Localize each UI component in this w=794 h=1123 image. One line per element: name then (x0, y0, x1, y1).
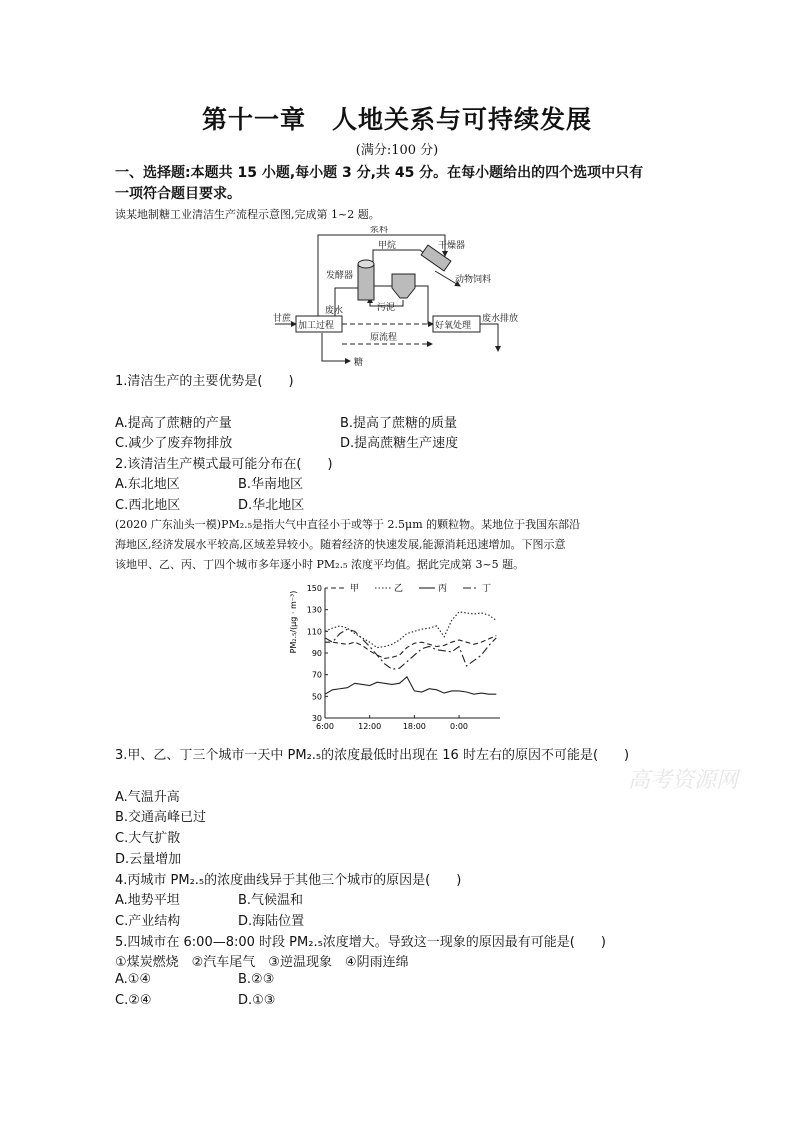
chapter-title: 第十一章 人地关系与可持续发展 (201, 105, 592, 134)
q1-stem: 1.清洁生产的主要优势是( ) (115, 374, 294, 389)
legend-label: 丙 (438, 584, 448, 594)
q4-stem: 4.丙城市 PM₂.₅的浓度曲线异于其他三个城市的原因是( ) (115, 873, 462, 888)
series-line-丙 (325, 677, 496, 694)
full-score: (满分:100 分) (355, 143, 439, 158)
label-sludge: 污泥 (377, 303, 396, 313)
group2-intro-line3: 该地甲、乙、丙、丁四个城市多年逐小时 PM₂.₅ 浓度平均值。据此完成第 3~5 题。 (115, 558, 525, 571)
q5-option-c[interactable]: C.②④ (115, 993, 152, 1008)
y-axis-label: PM₂.₅/(μg · m⁻³) (289, 590, 298, 654)
section-heading-line1: 一、选择题:本题共 15 小题,每小题 3 分,共 45 分。在每小题给出的四个选项中只有 (115, 165, 644, 181)
q5-option-b[interactable]: B.②③ (238, 972, 275, 987)
q1-option-c[interactable]: C.减少了废弃物排放 (115, 436, 233, 451)
label-feed: 动物饲料 (455, 275, 492, 285)
legend-label: 乙 (394, 584, 404, 594)
q4-option-b[interactable]: B.气候温和 (238, 893, 304, 908)
x-tick-label: 18:00 (402, 722, 426, 731)
label-discharge: 废水排放 (482, 314, 519, 324)
q2-option-d[interactable]: D.华北地区 (238, 498, 305, 513)
label-methane: 甲烷 (378, 241, 397, 251)
legend-label: 甲 (350, 584, 360, 594)
q3-option-a[interactable]: A.气温升高 (115, 790, 180, 805)
pm25-line-chart (285, 580, 510, 740)
y-tick-label: 70 (311, 670, 322, 680)
y-tick-label: 90 (311, 649, 322, 658)
y-tick-label: 130 (306, 605, 322, 615)
x-tick-label: 0:00 (450, 722, 469, 731)
label-sugar: 糖 (354, 358, 364, 368)
q4-option-c[interactable]: C.产业结构 (115, 914, 181, 929)
q1-option-a[interactable]: A.提高了蔗糖的产量 (115, 416, 232, 431)
label-pulp: 浆料 (370, 226, 389, 235)
group2-intro-line2: 海地区,经济发展水平较高,区域差异较小。随着经济的快速发展,能源消耗迅速增加。下图示意 (115, 538, 566, 551)
q3-option-c[interactable]: C.大气扩散 (115, 831, 181, 846)
x-tick-label: 12:00 (358, 722, 382, 731)
sugar-production-flow-diagram (270, 226, 540, 376)
y-tick-label: 110 (306, 627, 322, 637)
y-tick-label: 30 (311, 714, 322, 723)
q2-option-a[interactable]: A.东北地区 (115, 477, 180, 492)
q4-option-d[interactable]: D.海陆位置 (238, 914, 305, 929)
q2-stem: 2.该清洁生产模式最可能分布在( ) (115, 457, 333, 472)
label-original: 原流程 (370, 333, 398, 343)
q3-stem: 3.甲、乙、丁三个城市一天中 PM₂.₅的浓度最低时出现在 16 时左右的原因不可能是( ) (115, 748, 630, 763)
q5-option-a[interactable]: A.①④ (115, 972, 152, 987)
q1-option-d[interactable]: D.提高蔗糖生产速度 (340, 436, 459, 451)
y-tick-label: 150 (306, 584, 322, 593)
section-heading-line2: 一项符合题目要求。 (115, 186, 241, 202)
group2-intro-line1: (2020 广东汕头一模)PM₂.₅是指大气中直径小于或等于 2.5μm 的颗粒物。某地位于我国东部沿 (115, 518, 581, 531)
group1-intro: 读某地制糖工业清洁生产流程示意图,完成第 1~2 题。 (115, 208, 380, 221)
watermark: 高考资源网 (628, 768, 739, 793)
label-cane: 甘蔗 (273, 314, 292, 324)
q2-option-b[interactable]: B.华南地区 (238, 477, 304, 492)
sludge-tank (392, 274, 415, 298)
label-processing: 加工过程 (298, 321, 335, 331)
label-fermenter: 发酵器 (326, 271, 354, 281)
q1-option-b[interactable]: B.提高了蔗糖的质量 (340, 416, 458, 431)
q3-option-d[interactable]: D.云量增加 (115, 852, 182, 867)
q5-option-d[interactable]: D.①③ (238, 993, 276, 1008)
q4-option-a[interactable]: A.地势平坦 (115, 893, 180, 908)
series-line-丁 (325, 629, 496, 669)
label-aerobic: 好氧处理 (435, 321, 472, 331)
q5-items: ①煤炭燃烧 ②汽车尾气 ③逆温现象 ④阴雨连绵 (115, 955, 409, 970)
q2-option-c[interactable]: C.西北地区 (115, 498, 181, 513)
legend-label: 丁 (482, 584, 492, 594)
series-line-甲 (325, 636, 496, 659)
fermenter-tank (358, 264, 374, 300)
x-tick-label: 6:00 (316, 722, 334, 731)
label-dryer: 干燥器 (438, 241, 466, 251)
q5-stem: 5.四城市在 6:00—8:00 时段 PM₂.₅浓度增大。导致这一现象的原因最有可能是( ) (115, 935, 606, 950)
label-waste-water: 废水 (325, 306, 344, 316)
y-tick-label: 50 (311, 692, 322, 702)
q3-option-b[interactable]: B.交通高峰已过 (115, 810, 207, 825)
